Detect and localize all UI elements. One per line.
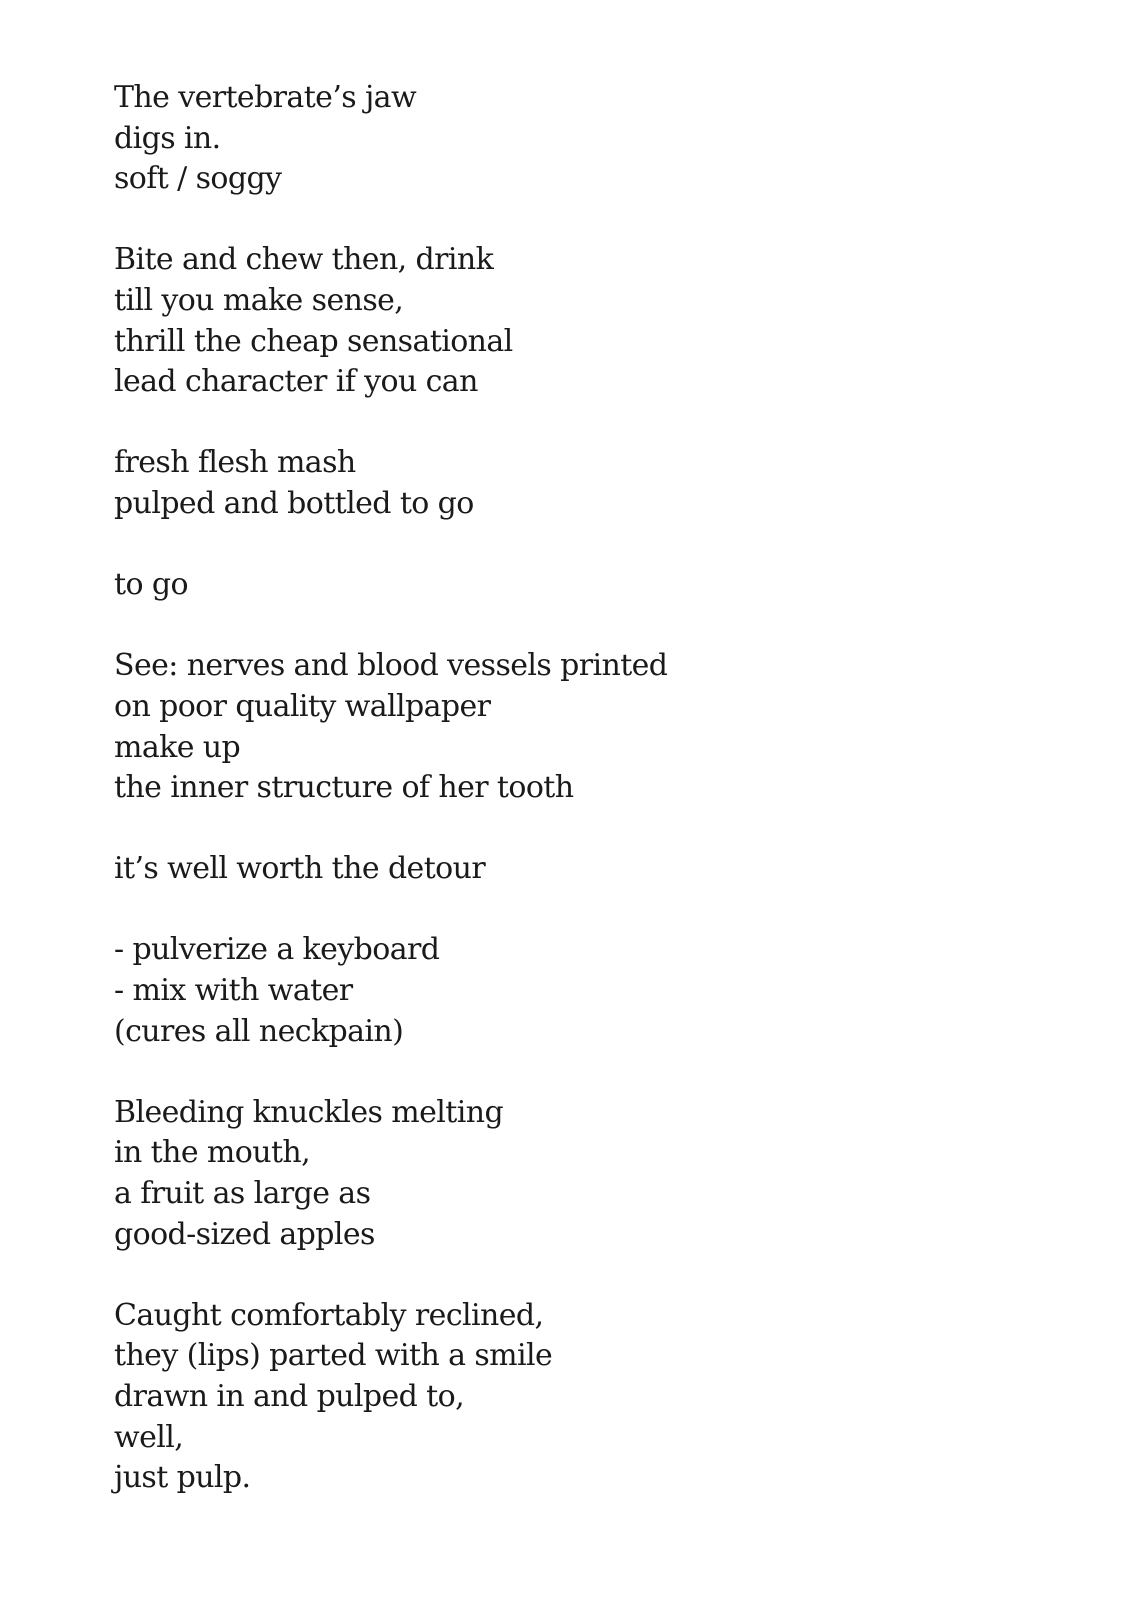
poem-line: See: nerves and blood vessels printed (114, 648, 668, 684)
poem-line: good-sized apples (114, 1216, 375, 1252)
stanza-3 (114, 443, 1014, 524)
poem-line: Bleeding knuckles melting (114, 1094, 504, 1130)
poem-line: The vertebrate’s jaw (114, 80, 417, 115)
poem-line: thrill the cheap sensational (114, 323, 513, 359)
poem-line: in the mouth, (114, 1135, 311, 1171)
poem-line: a fruit as large as (114, 1176, 371, 1212)
poem-line: (cures all neckpain) (114, 1013, 404, 1049)
poem-line: drawn in and pulped to, (114, 1379, 465, 1414)
poem-line: fresh flesh mash (114, 445, 356, 481)
poem-line: till you make sense, (114, 282, 404, 318)
stanza-8 (114, 1093, 1014, 1255)
poem-line: the inner structure of her tooth (114, 770, 574, 806)
poem-line: pulped and bottled to go (114, 485, 474, 521)
stanza-4 (114, 565, 1014, 606)
stanza-1 (114, 78, 1014, 200)
poem-line: digs in. (114, 120, 221, 156)
poem-line: they (lips) parted with a smile (114, 1338, 553, 1374)
poem-line: just pulp. (114, 1460, 251, 1496)
poem-line: - pulverize a keyboard (114, 932, 440, 968)
poem-line: to go (114, 567, 188, 603)
stanza-7 (114, 930, 1014, 1052)
poem-body (114, 78, 1014, 1499)
poem-line: soft / soggy (114, 161, 282, 197)
poem-line: it’s well worth the detour (114, 851, 486, 887)
poem-line: well, (114, 1419, 184, 1455)
poem-line: lead character if you can (114, 364, 478, 400)
poem-line: on poor quality wallpaper (114, 688, 491, 724)
stanza-5 (114, 646, 1014, 808)
poem-line: Bite and chew then, drink (114, 242, 494, 278)
stanza-9 (114, 1296, 1014, 1499)
stanza-2 (114, 240, 1014, 402)
poem-line: Caught comfortably reclined, (114, 1297, 544, 1333)
stanza-6 (114, 849, 1014, 890)
poem-line: - mix with water (114, 973, 353, 1009)
poem-line: make up (114, 729, 241, 765)
